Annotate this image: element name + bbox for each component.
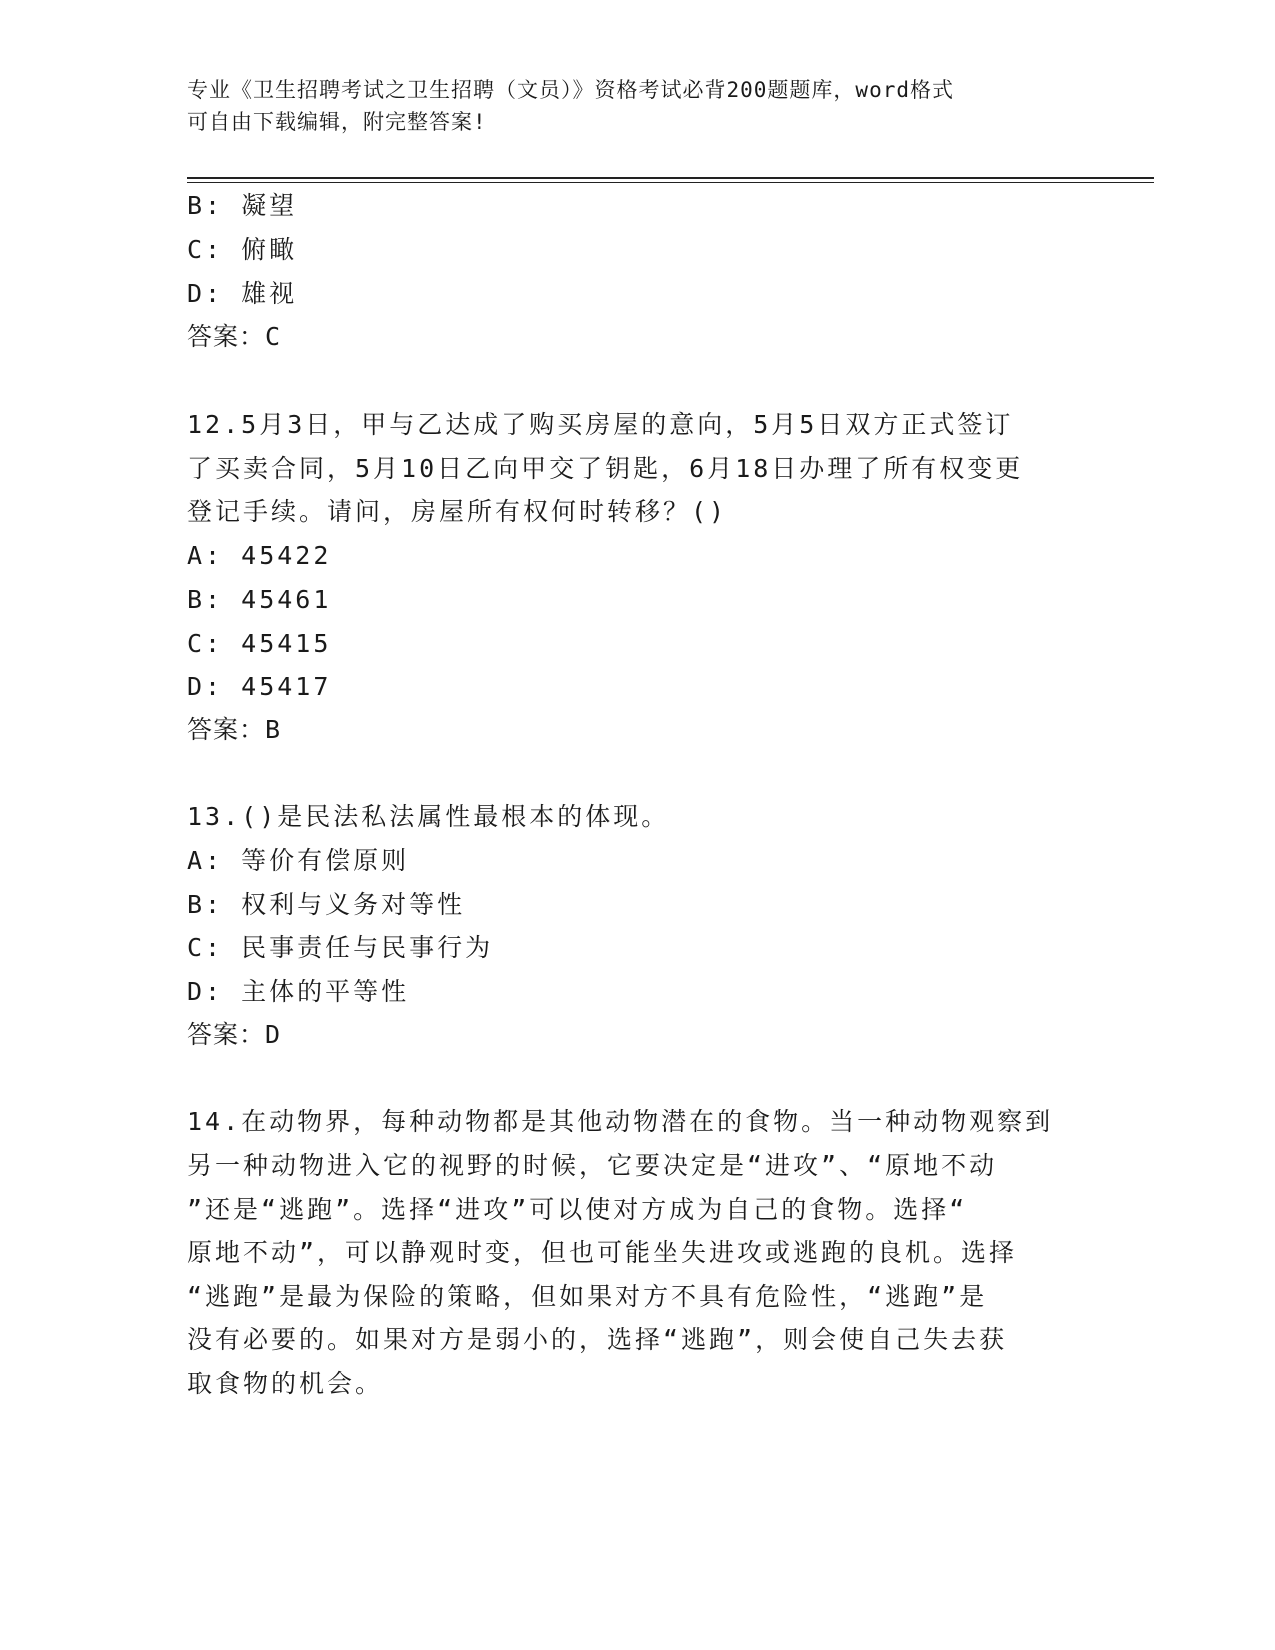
q14-stem-line-3: ”还是“逃跑”。选择“进攻”可以使对方成为自己的食物。选择“ [187, 1195, 968, 1224]
q11-answer: 答案：C [187, 322, 282, 351]
q13-option-c: C: 民事责任与民事行为 [187, 933, 494, 962]
q13-answer: 答案：D [187, 1020, 282, 1049]
header-title-line-1: 专业《卫生招聘考试之卫生招聘（文员）》资格考试必背200题题库，word格式 [187, 78, 954, 102]
q12-stem-line-1: 12.5月3日，甲与乙达成了购买房屋的意向，5月5日双方正式签订 [187, 410, 1014, 439]
q11-option-d: D: 雄视 [187, 279, 298, 308]
q11-option-c: C: 俯瞰 [187, 235, 298, 264]
q12-option-b: B: 45461 [187, 585, 332, 614]
header-divider-thin [187, 182, 1154, 183]
document-header [187, 74, 1067, 138]
q14-stem-line-4: 原地不动”，可以静观时变，但也可能坐失进攻或逃跑的良机。选择 [187, 1238, 1018, 1267]
header-title-line-2: 可自由下载编辑，附完整答案! [187, 110, 487, 134]
q12-option-c: C: 45415 [187, 629, 332, 658]
header-divider-thick [187, 177, 1154, 179]
q11-option-b: B: 凝望 [187, 191, 298, 220]
q13-option-a: A: 等价有偿原则 [187, 846, 410, 875]
q14-stem-line-6: 没有必要的。如果对方是弱小的，选择“逃跑”，则会使自己失去获 [187, 1325, 1008, 1354]
q14-stem-line-5: “逃跑”是最为保险的策略，但如果对方不具有危险性，“逃跑”是 [187, 1282, 988, 1311]
q12-option-a: A: 45422 [187, 541, 332, 570]
q13-option-b: B: 权利与义务对等性 [187, 890, 466, 919]
q12-stem-line-3: 登记手续。请问，房屋所有权何时转移？() [187, 497, 728, 526]
q14-stem-line-1: 14.在动物界，每种动物都是其他动物潜在的食物。当一种动物观察到 [187, 1107, 1054, 1136]
q12-stem-line-2: 了买卖合同，5月10日乙向甲交了钥匙，6月18日办理了所有权变更 [187, 454, 1024, 483]
q13-option-d: D: 主体的平等性 [187, 977, 410, 1006]
q12-option-d: D: 45417 [187, 672, 332, 701]
q12-answer: 答案：B [187, 715, 282, 744]
q14-stem-line-7: 取食物的机会。 [187, 1369, 384, 1398]
q14-stem-line-2: 另一种动物进入它的视野的时候，它要决定是“进攻”、“原地不动 [187, 1151, 998, 1180]
q13-stem: 13.()是民法私法属性最根本的体现。 [187, 802, 670, 831]
